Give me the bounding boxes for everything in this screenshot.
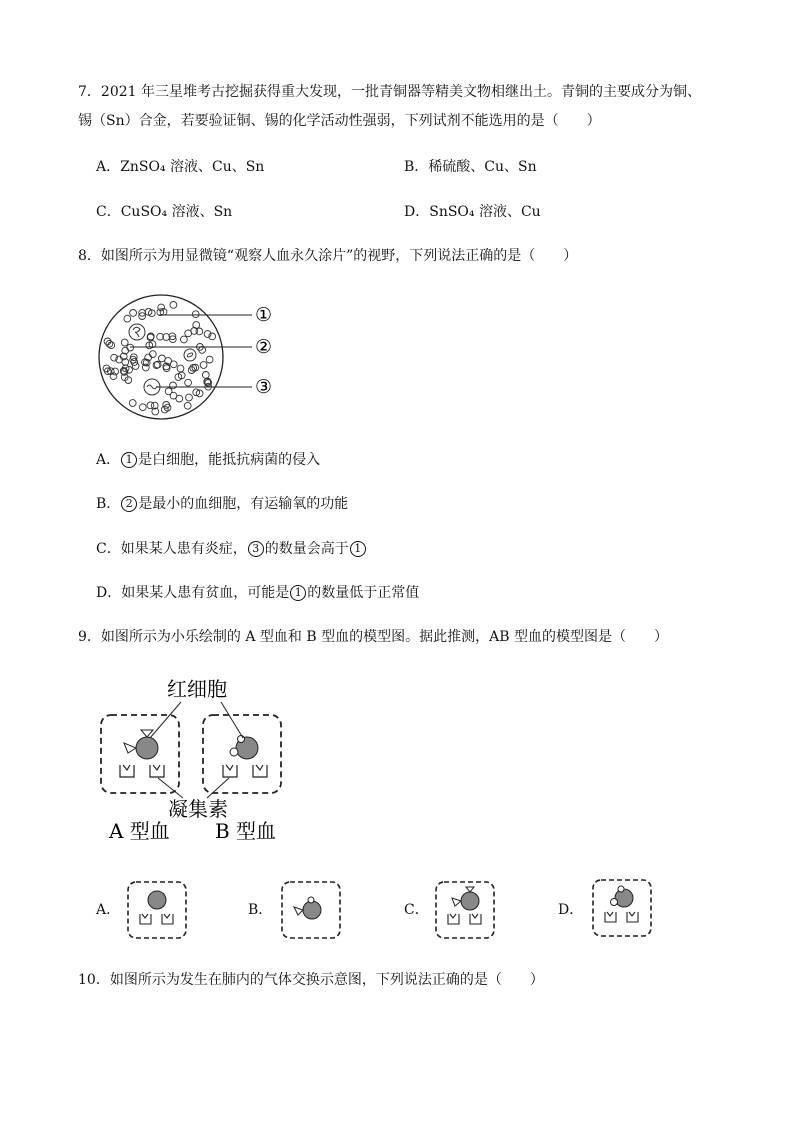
circled-number: 1 xyxy=(350,541,366,557)
red-blood-cell xyxy=(129,400,136,407)
q7-stem-line1: 7．2021 年三星堆考古挖掘获得重大发现，一批青铜器等精美文物相继出土。青铜的主要成分为铜、 xyxy=(78,84,701,100)
label-3: ③ xyxy=(255,376,273,398)
red-blood-cell xyxy=(149,351,156,358)
red-blood-cell xyxy=(184,402,191,409)
blood-smear-figure xyxy=(95,290,285,430)
red-blood-cell xyxy=(191,328,198,335)
red-blood-cell xyxy=(139,404,146,411)
q10-stem: 10．如图所示为发生在肺内的气体交换示意图，下列说法正确的是（ ） xyxy=(78,972,544,988)
q8-option-a: A． 1 是白细胞，能抵抗病菌的侵入 xyxy=(96,452,321,468)
red-blood-cell xyxy=(176,395,183,402)
red-blood-cell xyxy=(186,394,193,401)
q8-option-d: D．如果某人患有贫血，可能是 1 的数量低于正常值 xyxy=(96,585,420,601)
q7-option-c: C．CuSO₄ 溶液、Sn xyxy=(96,204,233,220)
type-b-label: B 型血 xyxy=(215,819,277,843)
circled-number: 1 xyxy=(290,585,306,601)
red-blood-cell xyxy=(121,339,128,346)
red-blood-cell xyxy=(181,336,188,343)
red-blood-cell xyxy=(132,363,139,370)
q8-option-c: C．如果某人患有炎症， 3 的数量会高于 1 xyxy=(96,539,367,559)
q9-option-d-model xyxy=(591,878,655,940)
rbc-label: 红细胞 xyxy=(167,677,227,701)
blood-type-model-figure xyxy=(95,670,295,850)
red-blood-cell xyxy=(177,365,184,372)
red-blood-cell xyxy=(200,362,207,369)
red-blood-cell xyxy=(206,356,213,363)
circled-number: 1 xyxy=(121,452,137,468)
q9-option-b-label: B． xyxy=(248,902,273,918)
label-1: ① xyxy=(255,304,273,326)
q9-option-d-label: D． xyxy=(558,902,584,918)
q7-option-a: A．ZnSO₄ 溶液、Cu、Sn xyxy=(96,159,265,175)
red-blood-cell xyxy=(127,344,134,351)
q8-option-b: B． 2 是最小的血细胞，有运输氧的功能 xyxy=(96,496,349,512)
q9-option-c-label: C． xyxy=(404,902,429,918)
circled-number: 2 xyxy=(121,496,137,512)
red-blood-cell xyxy=(202,372,209,379)
q9-option-c-model xyxy=(434,880,498,942)
q7-stem-line2: 锡（Sn）合金，若要验证铜、锡的化学活动性强弱，下列试剂不能选用的是（ ） xyxy=(78,113,601,129)
red-blood-cell xyxy=(170,361,177,368)
red-blood-cell xyxy=(170,382,177,389)
red-blood-cell xyxy=(159,355,166,362)
red-blood-cell xyxy=(192,311,199,318)
white-blood-cell-1 xyxy=(129,324,145,340)
q8-stem: 8．如图所示为用显微镜“观察人血永久涂片”的视野，下列说法正确的是（ ） xyxy=(78,248,578,264)
red-blood-cell xyxy=(112,368,119,375)
red-blood-cell xyxy=(124,315,131,322)
q7-option-b: B．稀硫酸、Cu、Sn xyxy=(404,159,537,175)
red-blood-cell xyxy=(170,302,177,309)
q7-option-d: D．SnSO₄ 溶液、Cu xyxy=(404,204,541,220)
circled-number: 3 xyxy=(248,541,264,557)
agglutinin-label: 凝集素 xyxy=(168,797,228,821)
q9-option-a-label: A． xyxy=(96,902,121,918)
label-2: ② xyxy=(255,336,273,358)
q9-stem: 9．如图所示为小乐绘制的 A 型血和 B 型血的模型图。据此推测，AB 型血的模型图是（ ） xyxy=(78,629,668,645)
platelet-cell-2 xyxy=(184,349,196,361)
type-a-label: A 型血 xyxy=(109,819,170,843)
q9-option-b-model xyxy=(280,880,344,942)
red-blood-cell xyxy=(130,310,137,317)
red-blood-cell xyxy=(185,379,192,386)
q9-option-a-model xyxy=(126,880,190,942)
